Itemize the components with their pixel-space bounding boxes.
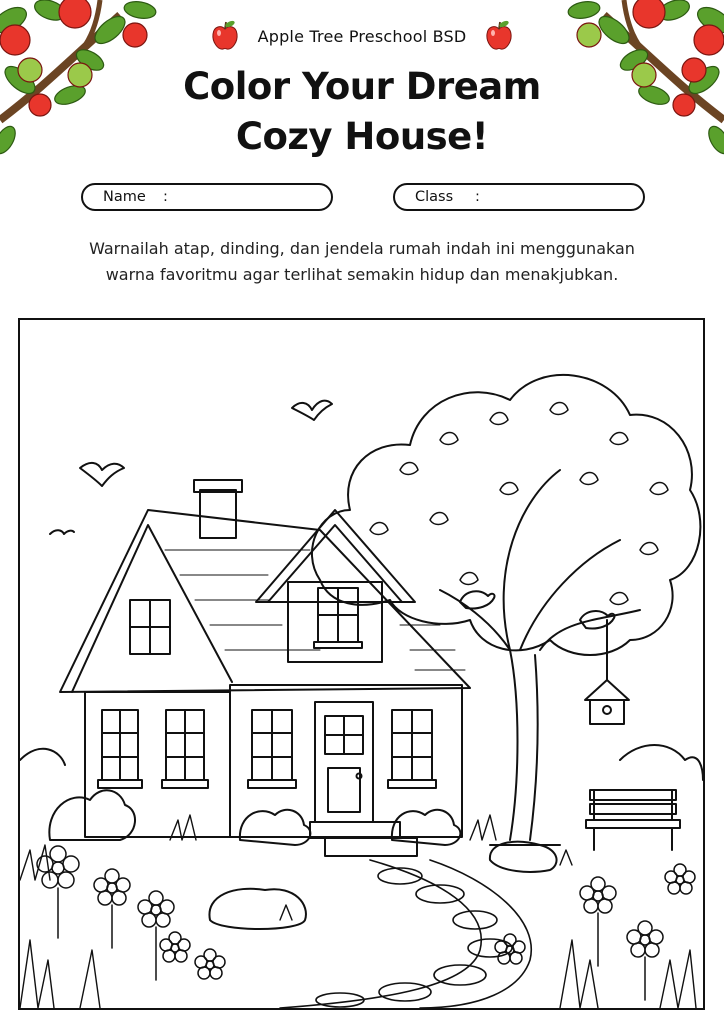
rocks <box>209 842 556 929</box>
bird-icon <box>292 401 332 420</box>
tree-canopy <box>312 375 700 655</box>
coloring-scene[interactable] <box>18 318 705 1010</box>
school-name: Apple Tree Preschool BSD <box>257 26 467 46</box>
apple-icon <box>210 20 240 52</box>
class-field[interactable] <box>393 183 645 211</box>
title-line-2: Cozy House! <box>235 115 489 158</box>
house <box>60 480 470 856</box>
name-colon: : <box>163 189 168 205</box>
flowers <box>37 846 695 1000</box>
class-colon: : <box>475 189 480 205</box>
birdhouse <box>585 620 629 724</box>
bird-icon <box>460 591 495 608</box>
instructions-line-1: Warnailah atap, dinding, dan jendela rumah indah ini menggunakan <box>89 239 635 258</box>
name-label: Name <box>103 189 146 205</box>
title-line-1: Color Your Dream <box>183 65 541 108</box>
instructions-line-2: warna favoritmu agar terlihat semakin hidup dan menakjubkan. <box>105 265 619 284</box>
bench <box>586 790 680 850</box>
class-label: Class <box>415 189 454 205</box>
page-title <box>0 62 724 162</box>
instructions <box>40 236 684 288</box>
bird-icon <box>80 463 124 486</box>
name-field[interactable] <box>81 183 333 211</box>
tree-trunk <box>440 470 640 845</box>
bird-icon <box>50 530 74 534</box>
school-header <box>0 20 724 52</box>
bushes <box>20 745 703 845</box>
stone-path <box>280 860 531 1008</box>
apple-icon <box>484 20 514 52</box>
